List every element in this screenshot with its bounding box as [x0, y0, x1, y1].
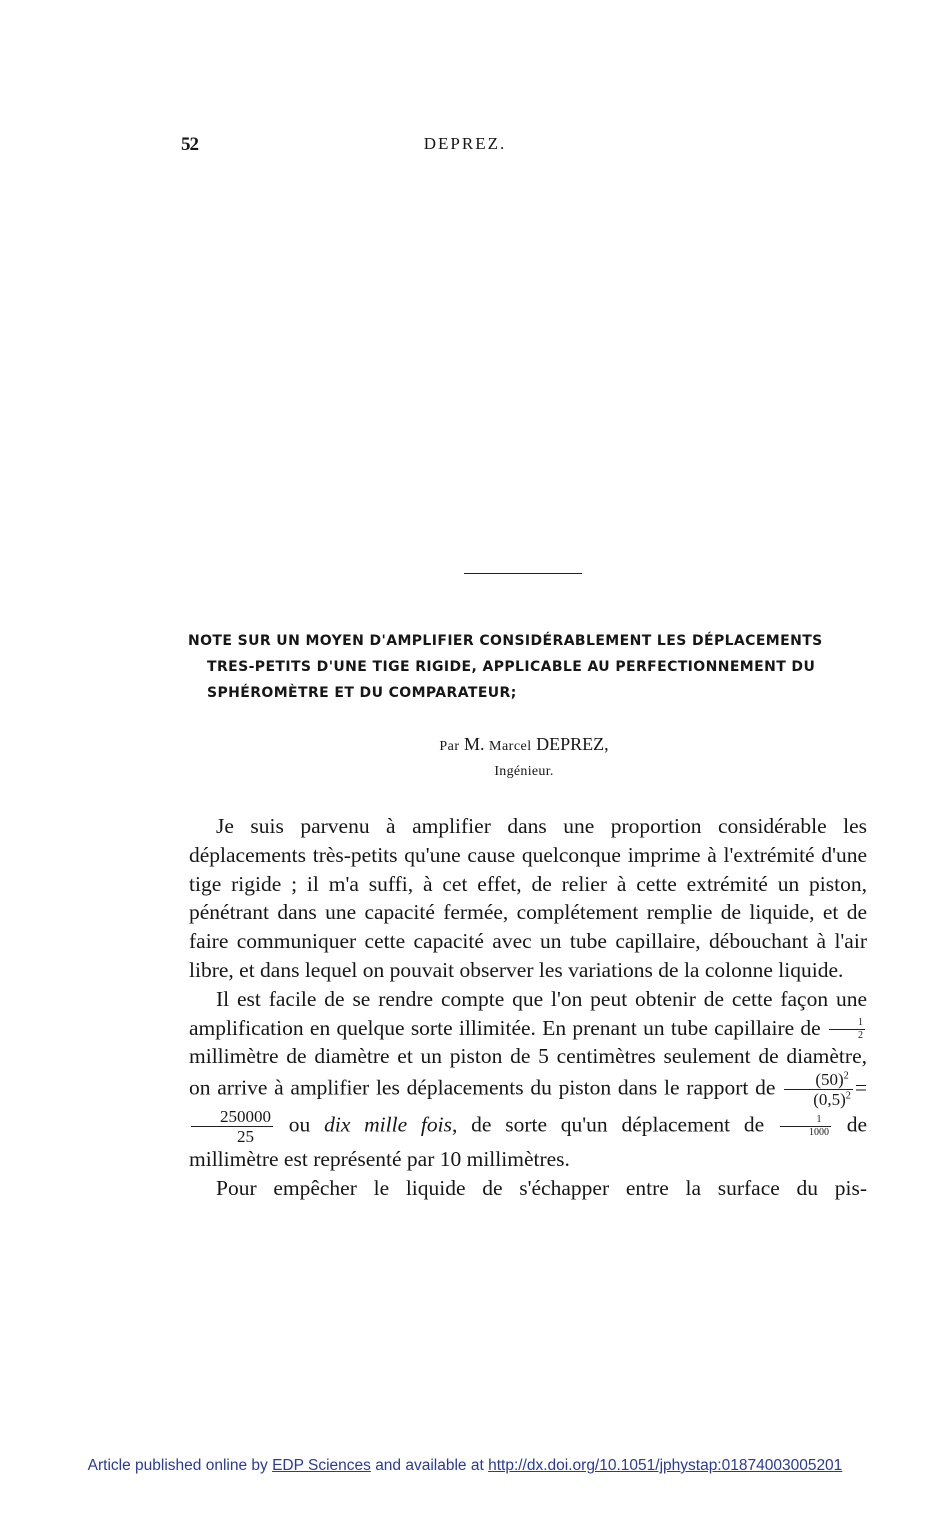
fraction-denominator: 1000: [808, 1127, 829, 1139]
publication-footer: [0, 1457, 930, 1475]
publisher-link[interactable]: EDP Sciences: [272, 1457, 371, 1474]
fraction-numerator: 1: [829, 1018, 865, 1030]
fraction-numerator: 1: [780, 1115, 831, 1127]
equals-sign: =: [854, 1075, 867, 1100]
footer-middle: and available at: [375, 1457, 484, 1474]
fraction-numerator: 250000: [191, 1108, 273, 1127]
article-body: [189, 812, 867, 1203]
paragraph-2: [189, 985, 867, 1174]
paragraph-3: Pour empêcher le liquide de s'échapper entre la surface du pis-: [216, 1175, 867, 1200]
section-divider: [464, 573, 582, 574]
fraction-numerator: [784, 1071, 853, 1090]
fraction-one-thousandth: [780, 1115, 831, 1138]
exponent: 2: [845, 1090, 851, 1102]
word-ou: ou: [288, 1112, 311, 1137]
title-line-2: TRES-PETITS D'UNE TIGE RIGIDE, APPLICABLE AU PERFECTIONNEMENT DU: [207, 659, 816, 675]
doi-link[interactable]: http://dx.doi.org/10.1051/jphystap:01874003005201: [488, 1457, 843, 1474]
byline-last-name: DEPREZ,: [536, 734, 609, 754]
fraction-denominator: [784, 1090, 853, 1108]
title-line-1: NOTE SUR UN MOYEN D'AMPLIFIER CONSIDÉRABLEMENT LES DÉPLACEMENTS: [188, 633, 823, 649]
exponent: 2: [843, 1070, 849, 1082]
footer-prefix: Article published online by: [87, 1457, 268, 1474]
page-number: 52: [181, 134, 198, 155]
byline-first-name: Marcel: [489, 739, 532, 754]
running-title: DEPREZ.: [423, 134, 507, 153]
author-affiliation: Ingénieur.: [494, 764, 554, 779]
article-title: [188, 628, 878, 706]
fraction-denominator-base: (0,5): [813, 1090, 846, 1110]
paragraph-2-text-a: Il est facile de se rendre compte que l'on peut obtenir de cette façon une amplification en quelque sorte illimitée. En prenant un tube capillaire de: [189, 986, 867, 1040]
title-line-3: SPHÉROMÈTRE ET DU COMPARATEUR;: [207, 685, 517, 701]
fraction-denominator: 25: [237, 1127, 254, 1147]
author-byline: [0, 734, 930, 755]
paragraph-1: Je suis parvenu à amplifier dans une proportion considérable les déplacements très-petits qu'une cause quelconque imprime à l'extrémité d'une tige rigide ; il m'a suffi, à cet effet, de relier à cette extrémité un piston, pénétrant dans une capacité fermée, complétement remplie de liquide, et de faire communiquer cette capacité avec un tube capillaire, débouchant à l'air libre, et dans lequel on pouvait observer les variations de la colonne liquide.: [189, 814, 867, 982]
paragraph-2-text-d: de millimètre est représenté par 10 millimètres.: [189, 1112, 868, 1172]
italic-phrase: dix mille fois: [324, 1112, 452, 1137]
fraction-ratio: [784, 1071, 853, 1108]
byline-m: M.: [463, 734, 485, 754]
paragraph-2-text-c: , de sorte qu'un déplacement de: [451, 1112, 765, 1137]
fraction-numerator-base: (50): [815, 1070, 844, 1090]
fraction-result: [191, 1108, 273, 1145]
fraction-denominator: 2: [858, 1030, 863, 1042]
paragraph-2-text-b: millimètre de diamètre et un piston de 5 centimètres seulement de diamètre, on arrive à amplifier les déplacements du piston dans le rapport de: [189, 1044, 867, 1100]
byline-par: Par: [439, 739, 460, 754]
fraction-one-half: [829, 1018, 865, 1041]
